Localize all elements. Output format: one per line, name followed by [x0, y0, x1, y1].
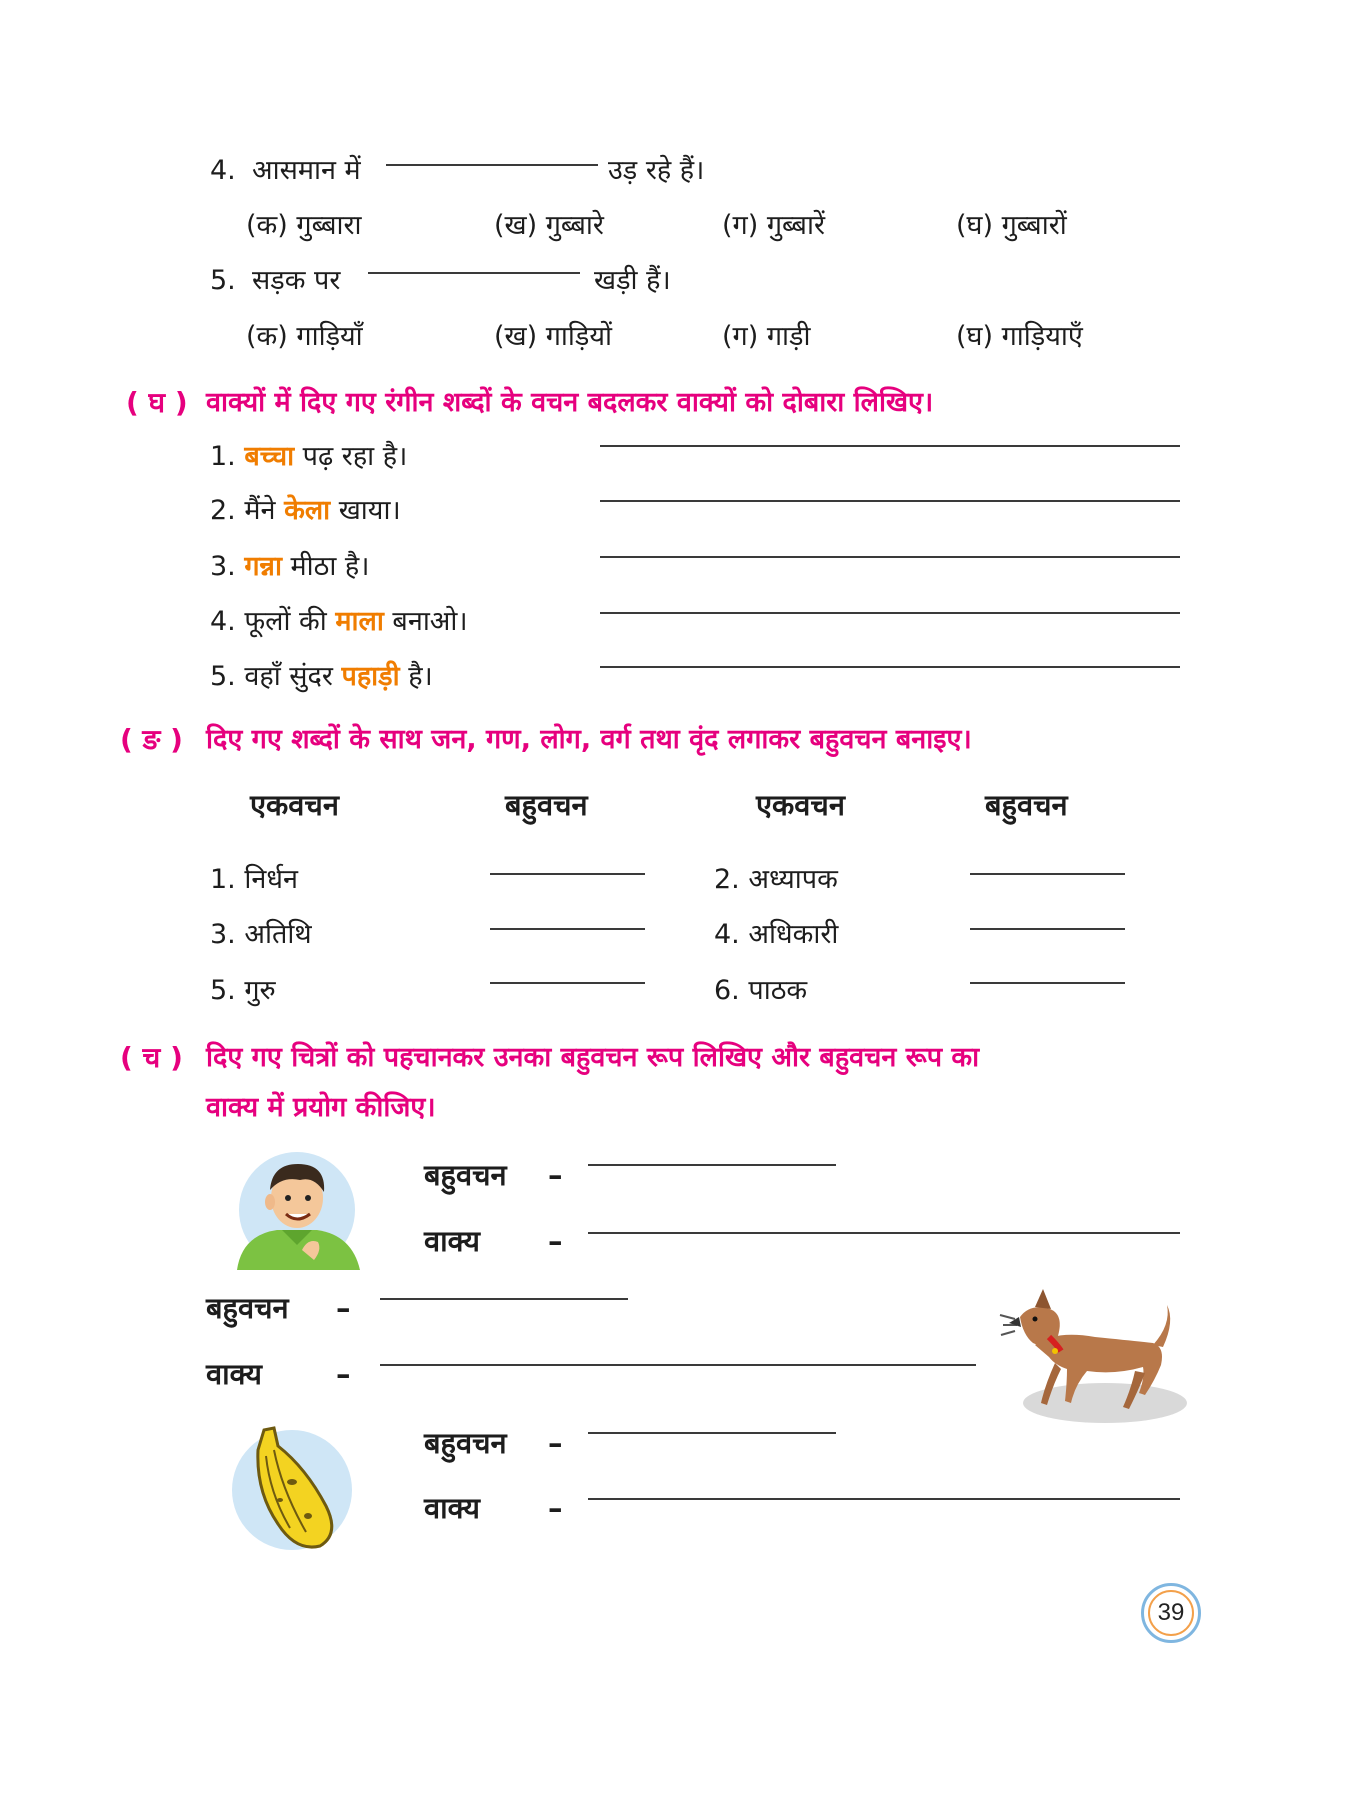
header-singular-2: एकवचन: [756, 788, 845, 822]
mcq-4-option-ka[interactable]: (क) गुब्बारा: [246, 210, 362, 241]
nga-item-1: [210, 863, 298, 897]
gha-answer-line-3[interactable]: [600, 556, 1180, 558]
nga-item-6-num: 6.: [714, 975, 740, 1006]
boy-plural-label: बहुवचन: [424, 1158, 507, 1192]
gha-item-1-highlight: बच्चा: [244, 441, 295, 472]
mcq-4-option-kha[interactable]: (ख) गुब्बारे: [494, 210, 604, 241]
dog-sentence-label: वाक्य: [206, 1357, 262, 1391]
section-nga-label: ( ङ ): [120, 723, 183, 756]
section-gha-label: ( घ ): [126, 386, 188, 419]
section-nga-title: दिए गए शब्दों के साथ जन, गण, लोग, वर्ग तथा वृंद लगाकर बहुवचन बनाइए।: [206, 724, 972, 755]
gha-item-4-pre: फूलों की: [244, 606, 336, 637]
mcq-4-option-ga[interactable]: (ग) गुब्बारें: [722, 210, 826, 241]
gha-item-2-pre: मैंने: [244, 495, 285, 526]
mcq-4-blank[interactable]: [386, 164, 598, 166]
nga-item-2-word: अध्यापक: [748, 864, 838, 895]
mcq-5-blank[interactable]: [368, 272, 580, 274]
gha-item-2: [210, 494, 401, 528]
mcq-5-after: खड़ी हैं।: [594, 265, 671, 296]
section-cha-label: ( च ): [120, 1041, 183, 1074]
nga-answer-line-4[interactable]: [970, 928, 1125, 930]
nga-answer-line-2[interactable]: [970, 873, 1125, 875]
mcq-5-num: 5.: [210, 265, 236, 296]
boy-sentence-dash: –: [548, 1224, 563, 1258]
gha-item-5-highlight: पहाड़ी: [341, 661, 400, 692]
dog-sentence-answer-line[interactable]: [380, 1364, 976, 1366]
banana-plural-dash: –: [548, 1426, 563, 1460]
header-singular-1: एकवचन: [250, 788, 339, 822]
gha-item-4-highlight: माला: [335, 606, 384, 637]
nga-item-5: [210, 974, 276, 1008]
gha-item-3-num: 3.: [210, 551, 236, 582]
nga-answer-line-3[interactable]: [490, 928, 645, 930]
gha-item-3-highlight: गन्ना: [244, 551, 282, 582]
nga-item-3-word: अतिथि: [244, 919, 312, 950]
gha-item-5-post: है।: [399, 661, 433, 692]
gha-item-1: [210, 440, 407, 474]
nga-item-3: [210, 918, 312, 952]
header-plural-2: बहुवचन: [985, 788, 1068, 822]
nga-item-4-word: अधिकारी: [748, 919, 839, 950]
nga-item-2: [714, 863, 838, 897]
dog-sentence-dash: –: [336, 1357, 351, 1391]
header-plural-1: बहुवचन: [505, 788, 588, 822]
mcq-5-option-ga[interactable]: (ग) गाड़ी: [722, 321, 811, 352]
nga-item-5-num: 5.: [210, 975, 236, 1006]
gha-item-3-post: मीठा है।: [281, 551, 370, 582]
nga-item-2-num: 2.: [714, 864, 740, 895]
gha-item-1-post: पढ़ रहा है।: [294, 441, 408, 472]
boy-plural-dash: –: [548, 1158, 563, 1192]
gha-item-2-post: खाया।: [330, 495, 401, 526]
gha-item-2-num: 2.: [210, 495, 236, 526]
mcq-4-option-gha[interactable]: (घ) गुब्बारों: [956, 210, 1067, 241]
boy-sentence-label: वाक्य: [424, 1224, 480, 1258]
gha-answer-line-5[interactable]: [600, 666, 1180, 668]
mcq-4-after: उड़ रहे हैं।: [608, 155, 705, 186]
nga-item-4-num: 4.: [714, 919, 740, 950]
nga-item-3-num: 3.: [210, 919, 236, 950]
mcq-5-option-gha[interactable]: (घ) गाड़ियाएँ: [956, 321, 1083, 352]
banana-sentence-label: वाक्य: [424, 1491, 480, 1525]
nga-item-6-word: पाठक: [748, 975, 808, 1006]
nga-answer-line-5[interactable]: [490, 982, 645, 984]
section-cha-title-line2: वाक्य में प्रयोग कीजिए।: [206, 1092, 436, 1123]
banana-sentence-answer-line[interactable]: [588, 1498, 1180, 1500]
dog-picture: [995, 1285, 1195, 1425]
mcq-5-before: सड़क पर: [252, 265, 341, 296]
gha-item-3: [210, 550, 370, 584]
dog-plural-label: बहुवचन: [206, 1291, 289, 1325]
dog-plural-answer-line[interactable]: [380, 1298, 628, 1300]
nga-item-6: [714, 974, 807, 1008]
mcq-4-num: 4.: [210, 155, 236, 186]
gha-answer-line-4[interactable]: [600, 612, 1180, 614]
boy-picture: [222, 1150, 372, 1270]
gha-item-2-highlight: केला: [284, 495, 331, 526]
boy-plural-answer-line[interactable]: [588, 1164, 836, 1166]
gha-item-4-num: 4.: [210, 606, 236, 637]
page-number-badge: [1141, 1583, 1201, 1643]
gha-item-5-pre: वहाँ सुंदर: [244, 661, 342, 692]
banana-plural-label: बहुवचन: [424, 1426, 507, 1460]
banana-plural-answer-line[interactable]: [588, 1432, 836, 1434]
gha-item-1-num: 1.: [210, 441, 236, 472]
gha-item-4-post: बनाओ।: [383, 606, 468, 637]
page-number: 39: [1157, 1599, 1185, 1626]
banana-picture: [222, 1420, 372, 1555]
section-cha-title-line1: दिए गए चित्रों को पहचानकर उनका बहुवचन रूप लिखिए और बहुवचन रूप का: [206, 1042, 980, 1073]
mcq-4-before: आसमान में: [252, 155, 361, 186]
banana-sentence-dash: –: [548, 1491, 563, 1525]
dog-plural-dash: –: [336, 1291, 351, 1325]
nga-item-1-num: 1.: [210, 864, 236, 895]
boy-sentence-answer-line[interactable]: [588, 1232, 1180, 1234]
section-gha-title: वाक्यों में दिए गए रंगीन शब्दों के वचन बदलकर वाक्यों को दोबारा लिखिए।: [206, 387, 934, 418]
gha-item-4: [210, 605, 468, 639]
nga-item-5-word: गुरु: [244, 975, 276, 1006]
nga-item-4: [714, 918, 838, 952]
gha-item-5: [210, 660, 433, 694]
mcq-5-option-ka[interactable]: (क) गाड़ियाँ: [246, 321, 363, 352]
mcq-5-option-kha[interactable]: (ख) गाड़ियों: [494, 321, 613, 352]
gha-answer-line-1[interactable]: [600, 445, 1180, 447]
nga-answer-line-6[interactable]: [970, 982, 1125, 984]
nga-item-1-word: निर्धन: [244, 864, 298, 895]
gha-answer-line-2[interactable]: [600, 500, 1180, 502]
nga-answer-line-1[interactable]: [490, 873, 645, 875]
gha-item-5-num: 5.: [210, 661, 236, 692]
